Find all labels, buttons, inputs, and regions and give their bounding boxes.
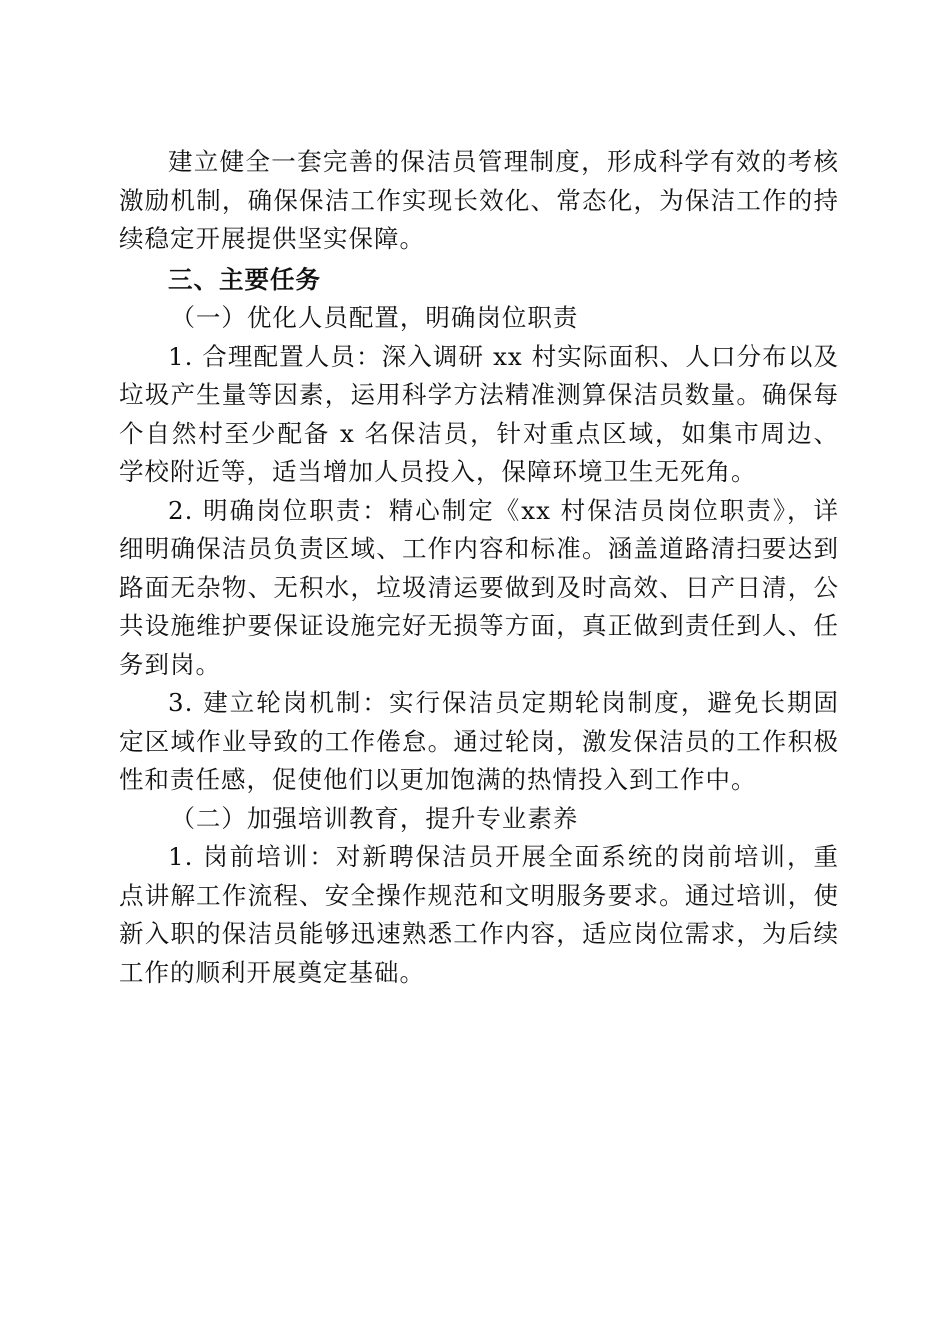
subsection-heading-training: （二）加强培训教育，提升专业素养	[170, 803, 579, 833]
subsection-heading-staffing: （一）优化人员配置，明确岗位职责	[170, 303, 579, 332]
document-body	[119, 143, 839, 992]
paragraph-staff-allocation: 1. 合理配置人员：深入调研 xx 村实际面积、人口分布以及垃圾产生量等因素，运用科学方法精准测算保洁员数量。确保每个自然村至少配备 x 名保洁员，针对重点区域，如集市周边、学校附近等，适当增加人员投入，保障环境卫生无死角。	[119, 341, 839, 486]
paragraph-job-duties: 2. 明确岗位职责：精心制定《xx 村保洁员岗位职责》，详细明确保洁员负责区域、工作内容和标准。涵盖道路清扫要达到路面无杂物、无积水，垃圾清运要做到及时高效、日产日清，公共设施维护要保证设施完好无损等方面，真正做到责任到人、任务到岗。	[119, 495, 839, 679]
paragraph-pre-job-training: 1. 岗前培训：对新聘保洁员开展全面系统的岗前培训，重点讲解工作流程、安全操作规范和文明服务要求。通过培训，使新入职的保洁员能够迅速熟悉工作内容，适应岗位需求，为后续工作的顺利开展奠定基础。	[119, 842, 839, 987]
paragraph-goal: 建立健全一套完善的保洁员管理制度，形成科学有效的考核激励机制，确保保洁工作实现长效化、常态化，为保洁工作的持续稳定开展提供坚实保障。	[119, 147, 839, 253]
section-heading-main-tasks: 三、主要任务	[168, 264, 321, 294]
paragraph-rotation: 3. 建立轮岗机制：实行保洁员定期轮岗制度，避免长期固定区域作业导致的工作倦怠。通过轮岗，激发保洁员的工作积极性和责任感，促使他们以更加饱满的热情投入到工作中。	[119, 688, 839, 794]
